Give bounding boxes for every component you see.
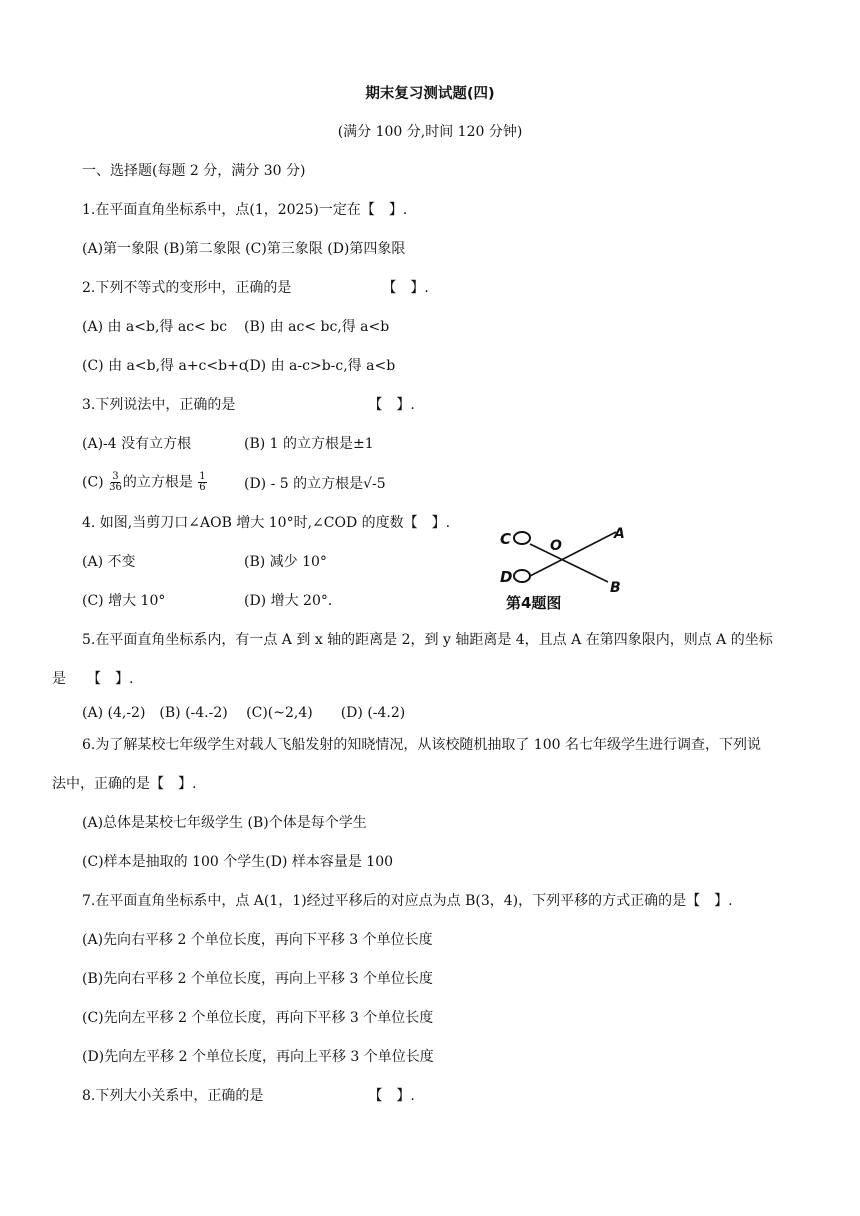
question-4-option-d: (D) 增大 20°. bbox=[244, 593, 333, 609]
question-3-option-c bbox=[82, 472, 208, 493]
blade-line-da bbox=[530, 532, 616, 576]
question-4-option-c: (C) 增大 10° bbox=[82, 593, 166, 609]
handle-loop-c bbox=[514, 532, 530, 544]
question-6-stem-line-2: 法中，正确的是【 】. bbox=[52, 776, 197, 792]
fraction-1-over-6 bbox=[198, 472, 206, 493]
question-3-option-a: (A)-4 没有立方根 bbox=[82, 436, 192, 452]
question-2-option-b: (B) 由 ac< bc,得 a<b bbox=[244, 319, 390, 335]
blade-line-cb bbox=[530, 544, 608, 582]
section-heading: 一、选择题(每题 2 分，满分 30 分) bbox=[82, 163, 306, 179]
question-1-stem: 1.在平面直角坐标系中，点(1，2025)一定在【 】. bbox=[82, 202, 408, 218]
scissors-diagram bbox=[498, 520, 628, 612]
fraction-3-over-36 bbox=[109, 472, 122, 493]
page-subtitle: (满分 100 分,时间 120 分钟) bbox=[337, 124, 523, 140]
question-7-option-c: (C)先向左平移 2 个单位长度，再向下平移 3 个单位长度 bbox=[82, 1010, 434, 1026]
label-o: O bbox=[550, 538, 562, 554]
question-2-option-c: (C) 由 a<b,得 a+c<b+c bbox=[82, 358, 247, 374]
question-5-stem-line-2: 是 【 】. bbox=[52, 671, 134, 687]
fraction-numerator: 1 bbox=[199, 471, 206, 482]
fraction-numerator: 3 bbox=[112, 471, 119, 482]
label-b: B bbox=[610, 580, 621, 596]
question-4-option-a: (A) 不变 bbox=[82, 554, 136, 570]
option-c-prefix: (C) bbox=[82, 474, 104, 491]
figure-caption: 第4题图 bbox=[506, 594, 562, 612]
label-d: D bbox=[500, 568, 513, 586]
question-2-option-a: (A) 由 a<b,得 ac< bc bbox=[82, 319, 228, 335]
question-3-stem: 3.下列说法中，正确的是 【 】. bbox=[82, 397, 415, 413]
fraction-denominator: 6 bbox=[199, 482, 206, 493]
fraction-denominator: 36 bbox=[109, 482, 122, 493]
question-2-option-d: (D) 由 a-c>b-c,得 a<b bbox=[244, 358, 396, 374]
question-7-option-a: (A)先向右平移 2 个单位长度，再向下平移 3 个单位长度 bbox=[82, 932, 433, 948]
question-4-option-b: (B) 减少 10° bbox=[244, 554, 327, 570]
scissors-figure bbox=[498, 520, 628, 612]
question-7-option-b: (B)先向右平移 2 个单位长度，再向上平移 3 个单位长度 bbox=[82, 971, 433, 987]
question-4-stem: 4. 如图,当剪刀口∠AOB 增大 10°时,∠COD 的度数【 】. bbox=[82, 515, 451, 531]
label-c: C bbox=[500, 530, 512, 548]
handle-loop-d bbox=[514, 570, 530, 582]
option-c-text: 的立方根是 bbox=[122, 474, 193, 491]
question-7-option-d: (D)先向左平移 2 个单位长度，再向上平移 3 个单位长度 bbox=[82, 1049, 434, 1065]
question-6-stem-line-1: 6.为了解某校七年级学生对载人飞船发射的知晓情况，从该校随机抽取了 100 名七年级学生进行调查，下列说 bbox=[82, 737, 761, 753]
question-6-options-ab: (A)总体是某校七年级学生 (B)个体是每个学生 bbox=[82, 815, 367, 831]
label-a: A bbox=[614, 526, 625, 542]
question-3-option-d: (D) - 5 的立方根是√-5 bbox=[244, 476, 386, 492]
question-3-option-b: (B) 1 的立方根是±1 bbox=[244, 436, 374, 452]
question-7-stem: 7.在平面直角坐标系中，点 A(1，1)经过平移后的对应点为点 B(3，4)，下列平移的方式正确的是【 】. bbox=[82, 893, 733, 909]
question-6-options-cd: (C)样本是抽取的 100 个学生(D) 样本容量是 100 bbox=[82, 854, 394, 870]
question-2-stem: 2.下列不等式的变形中，正确的是 【 】. bbox=[82, 280, 429, 296]
question-5-options: (A) (4,-2) (B) (-4.-2) (C)(~2,4) (D) (-4.2) bbox=[82, 705, 406, 721]
question-1-options: (A)第一象限 (B)第二象限 (C)第三象限 (D)第四象限 bbox=[82, 241, 406, 257]
page-title: 期末复习测试题(四) bbox=[365, 86, 495, 102]
question-8-stem: 8.下列大小关系中，正确的是 【 】. bbox=[82, 1088, 415, 1104]
question-5-stem-line-1: 5.在平面直角坐标系内，有一点 A 到 x 轴的距离是 2，到 y 轴距离是 4，且点 A 在第四象限内，则点 A 的坐标 bbox=[82, 632, 773, 648]
